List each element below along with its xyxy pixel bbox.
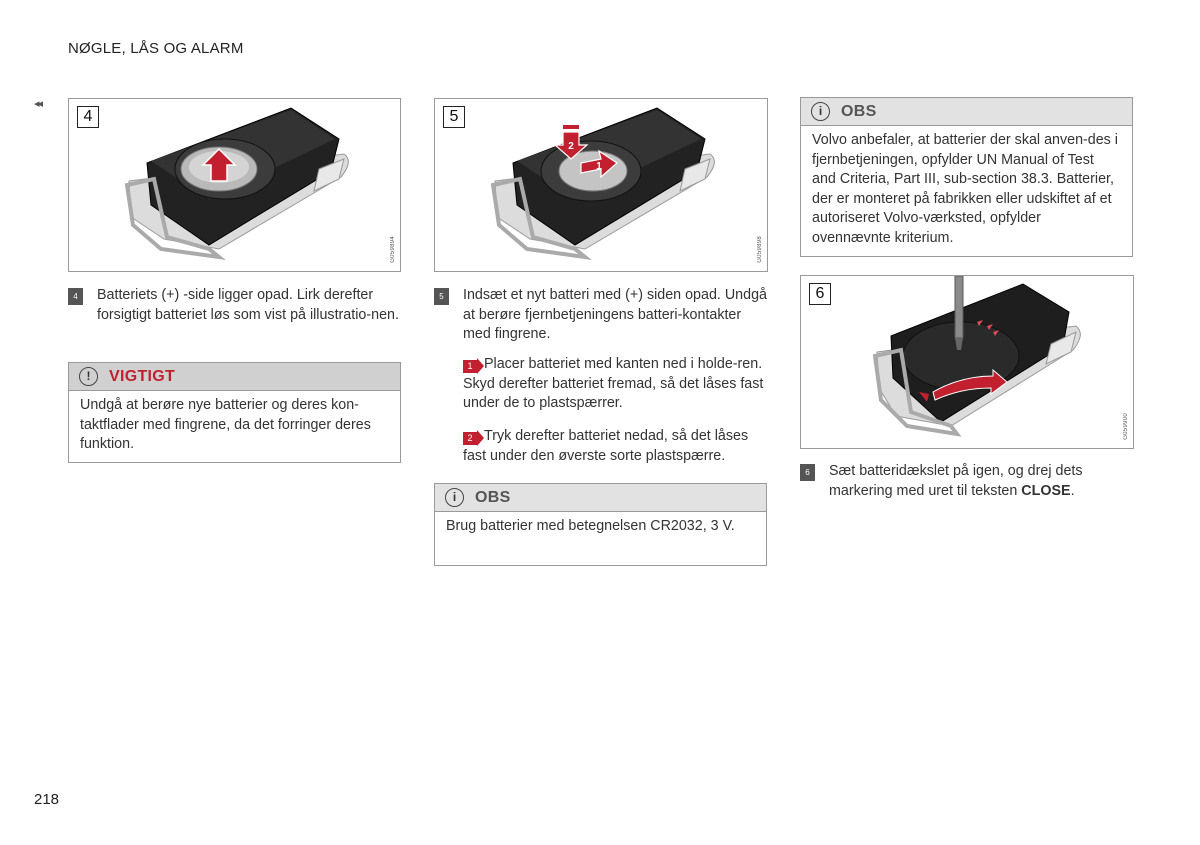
substep-2 [463,427,768,466]
step-4-text: Batteriets (+) -side ligger opad. Lirk derefter forsigtigt batteriet løs som vist på illustratio-nen. [97,287,399,323]
step-6-badge: 6 [800,464,815,481]
step-6-text-end: . [1070,482,1075,499]
note-un-title: OBS [841,103,877,120]
key-battery-remove-illustration [69,99,400,271]
step-6 [800,462,1134,501]
page-number: 218 [34,791,60,808]
note-battery-body: Brug batterier med betegnelsen CR2032, 3 V. [446,518,735,534]
step-4 [68,286,400,325]
back-marker-icon[interactable]: ◂◂ [34,98,42,110]
figure-6-code: G059900 [1123,413,1129,440]
key-cover-close-illustration [801,276,1133,448]
warning-box [68,362,401,463]
key-battery-insert-illustration [435,99,767,271]
figure-4-code: G059894 [390,236,396,263]
figure-6 [800,275,1134,449]
note-battery-header [435,484,766,512]
figure-6-badge: 6 [809,283,831,305]
note-un-header [801,98,1132,126]
figure-5-badge: 5 [443,106,465,128]
figure-5 [434,98,768,272]
info-icon: i [811,102,830,121]
note-battery-box [434,483,767,566]
warning-box-header [69,363,400,391]
page-header: NØGLE, LÅS OG ALARM [68,40,244,57]
step-5 [434,286,768,345]
figure-5-mark-1: 1 [596,161,602,172]
step-5-text: Indsæt et nyt batteri med (+) siden opad. Undgå at berøre fjernbetjeningens batteri-kontakter med fingrene. [463,287,767,343]
figure-5-mark-2: 2 [568,141,574,152]
figure-4-badge: 4 [77,106,99,128]
step-5-badge: 5 [434,288,449,305]
note-un-box [800,97,1133,257]
warning-icon: ! [79,367,98,386]
step-6-close-label: CLOSE [1021,482,1071,499]
step-6-text-main: Sæt batteridækslet på igen, og drej dets markering med uret til teksten [829,463,1083,499]
warning-title: VIGTIGT [109,368,176,385]
note-battery-title: OBS [475,489,511,506]
figure-5-code: G059898 [757,236,763,263]
note-un-body: Volvo anbefaler, at batterier der skal anven-des i fjernbetjeningen, opfylder UN Manual of Test and Criteria, Part III, sub-section 38.3. Batterier, der er monteret på fabrikken eller udskiftet af et autoriseret Volvo-værksted, opfylder ovennævnte kriterium. [812,132,1118,246]
step-6-text [800,462,1134,501]
figure-4 [68,98,401,272]
substep-1 [463,355,768,414]
warning-body: Undgå at berøre nye batterier og deres kon-taktflader med fingrene, da det forringer deres funktion. [80,397,371,453]
substep-1-text: Placer batteriet med kanten ned i holde-ren. Skyd derefter batteriet fremad, så det låses fast under de to plastspærrer. [463,356,764,412]
substep-2-badge: 2 [463,432,477,445]
info-icon: i [445,488,464,507]
substep-1-badge: 1 [463,360,477,373]
substep-2-text: Tryk derefter batteriet nedad, så det låses fast under den øverste sorte plastspærre. [463,428,749,464]
step-4-badge: 4 [68,288,83,305]
